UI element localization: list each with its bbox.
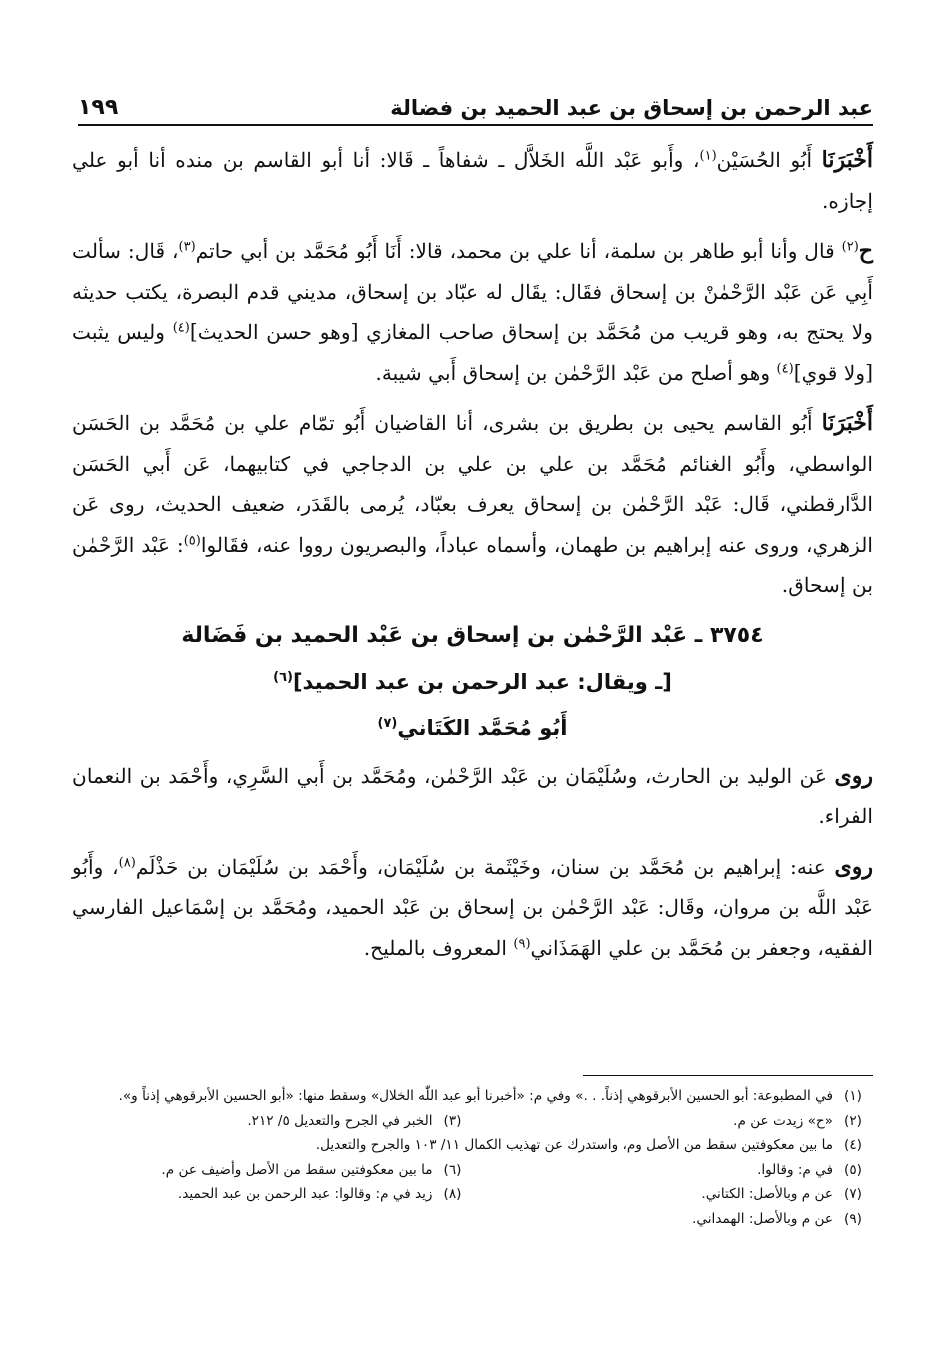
- footnote-text: في م: وقالوا.: [757, 1161, 833, 1178]
- footnote-ref: (٦): [273, 669, 293, 685]
- footnote-ref: (٧): [377, 715, 398, 731]
- footnote-ref: (٤): [776, 360, 794, 376]
- text-run: ، وأَبو عَبْد اللَّه الخَلاَّل ـ شفاهاً ـ قَالا: أنا أبو القاسم بن منده أنا أبو علي إجازه.: [72, 148, 873, 213]
- footnote-text: عن م وبالأصل: الهمداني.: [692, 1210, 833, 1227]
- footnote-2: [473, 1109, 874, 1134]
- paragraph-lead: أَخْبَرَنَا: [821, 147, 873, 173]
- footnote-ref: (٣): [178, 239, 196, 255]
- paragraph-lead: روى: [834, 853, 873, 880]
- footnote-number: (٨): [443, 1186, 462, 1202]
- text-run: : عَبْد الرَّحْمٰن بن إسحاق.: [72, 532, 873, 597]
- footnote-number: (٤): [844, 1137, 862, 1153]
- text-run: ، قَال: سألت أَبِي عَن عَبْد الرَّحْمٰنْ بن إسحاق فقَال: يقَال له عبّاد بن إسحاق، مديني قدم البصرة، يكتب حديثه ولا يحتج به، وهو قريب من مُحَمَّد بن إسحاق صاحب المغازي [وهو حسن الحديث]: [72, 239, 873, 344]
- footnote-text: الخبر في الجرح والتعديل ٥/ ٢١٢.: [247, 1112, 433, 1129]
- text-run: أَبُو الحُسَيْن: [716, 148, 822, 172]
- alt-name-text: [ـ ويقال: عبد الرحمن بن عبد الحميد]: [292, 669, 672, 694]
- footnote-1: [119, 1084, 873, 1109]
- footnote-number: (٢): [844, 1112, 862, 1129]
- footnote-number: (١): [844, 1088, 862, 1104]
- text-run: ، وأَبُو عَبْد اللَّه بن مروان، وقَال: عَبْد الرَّحْمٰن بن إسحاق بن عَبْد الحميد، ومُحَمَّد بن إسْمَاعيل الفارسي الفقيه، وجعفر بن مُحَمَّد بن علي الهَمَذَاني: [72, 854, 873, 960]
- paragraph-lead: أَخْبَرَنَا: [821, 410, 873, 436]
- footnote-8: [72, 1182, 473, 1207]
- entry-title: ٣٧٥٤ ـ عَبْد الرَّحْمٰن بن إسحاق بن عَبْد الحميد بن فَضَالة: [181, 622, 764, 648]
- footnote-7: [473, 1182, 874, 1207]
- footnote-number: (٦): [443, 1161, 462, 1178]
- footnote-text: زيد في م: وقالوا: عبد الرحمن بن عبد الحميد.: [177, 1186, 433, 1202]
- text-run: عَن الوليد بن الحارث، وسُلَيْمَان بن عَبْد الرَّحْمٰن، ومُحَمَّد بن أَبي السَّرِي، وأَحْمَد بن النعمان الفراء.: [72, 763, 873, 828]
- paragraph-2: [72, 231, 873, 393]
- footnote-row: [72, 1109, 873, 1134]
- paragraph-3: [72, 403, 873, 606]
- footnote-row: [72, 1207, 873, 1232]
- text-run: المعروف بالمليح.: [363, 935, 514, 960]
- paragraph-4: [72, 756, 873, 837]
- footnote-number: (٣): [443, 1112, 462, 1129]
- footnote-number: (٥): [844, 1161, 862, 1178]
- footnote-number: (٩): [844, 1210, 862, 1227]
- footnote-ref: (١): [699, 148, 717, 164]
- text-run: وليس يثبت [ولا قوي]: [72, 320, 873, 385]
- entry-alt-name: [72, 662, 873, 702]
- footnote-ref: (٤): [172, 320, 190, 336]
- footnote-text: ما بين معكوفتين سقط من الأصل وم، واستدرك عن تهذيب الكمال ١١/ ١٠٣ والجرح والتعديل.: [315, 1137, 833, 1153]
- paragraph-lead: ح: [858, 238, 873, 264]
- footnote-4: [316, 1133, 873, 1158]
- running-title: عبد الرحمن بن إسحاق بن عبد الحميد بن فضالة: [390, 96, 873, 120]
- text-run: عنه: إبراهيم بن مُحَمَّد بن سنان، وخَيْثَمة بن سُلَيْمَان، وأَحْمَد بن سُلَيْمَان بن حَذْلَم: [135, 854, 835, 879]
- text-run: أَبُو القاسم يحيى بن بطريق بن بشرى، أنا القاضيان أَبُو تمّام علي بن مُحَمَّد بن الحَسَن الواسطي، وأَبُو الغنائم مُحَمَّد بن علي بن علي بن الدجاجي في كتابيهما، عَن أَبي الحَسَن الدَّارقطني، قَال: عَبْد الرَّحْمٰن بن إسحاق يعرف بعبّاد، يُرمى بالقَدَر، ضعيف الحديث، روى عَن الزهري، وروى عنه إبراهيم بن طهمان، وأسماه عباداً، والبصريون رووا عنه، فقَالوا: [72, 411, 873, 557]
- footnote-text: في المطبوعة: أبو الحسين الأبرقوهي إذناً. . .» وفي م: «أخبرنا أبو عبد اللّٰه الخلال» وسقط منها: «أبو الحسين الأبرقوهي إذناً و».: [118, 1088, 833, 1104]
- footnote-row: [72, 1084, 873, 1109]
- paragraph-1: [72, 140, 873, 221]
- footnote-text: عن م وبالأصل: الكتاني.: [701, 1186, 833, 1202]
- footnote-ref: (٩): [513, 935, 531, 951]
- footnote-ref: (٨): [118, 854, 136, 870]
- footnote-9: [692, 1207, 873, 1232]
- footnote-6: [72, 1158, 473, 1183]
- paragraph-5: [72, 847, 873, 969]
- footnote-3: [72, 1109, 473, 1134]
- footnote-text: ما بين معكوفتين سقط من الأصل وأضيف عن م.: [161, 1161, 433, 1178]
- footnotes: [72, 1084, 873, 1231]
- page-number: ١٩٩: [78, 95, 119, 120]
- footnote-text: «ح» زيدت عن م.: [733, 1112, 833, 1129]
- running-header: [78, 86, 873, 126]
- text-run: قال وأنا أبو طاهر بن سلمة، أنا علي بن محمد، قالا: أَنَا أَبُو مُحَمَّد بن أبي حاتم: [195, 239, 842, 263]
- footnote-row: [72, 1182, 873, 1207]
- footnote-ref: (٢): [841, 239, 859, 255]
- footnote-5: [473, 1158, 874, 1183]
- footnote-ref: (٥): [183, 532, 201, 548]
- footnote-number: (٧): [844, 1186, 862, 1202]
- footnote-row: [72, 1133, 873, 1158]
- text-run: وهو أصلح من عَبْد الرَّحْمٰن بن إسحاق أَبي شيبة.: [375, 360, 777, 385]
- footnote-row: [72, 1158, 873, 1183]
- footnote-divider: [583, 1075, 873, 1076]
- entry-kunya: [72, 708, 873, 748]
- main-text: [72, 140, 873, 978]
- paragraph-lead: روى: [834, 762, 873, 789]
- kunya-text: أَبُو مُحَمَّد الكَتَاني: [397, 715, 568, 740]
